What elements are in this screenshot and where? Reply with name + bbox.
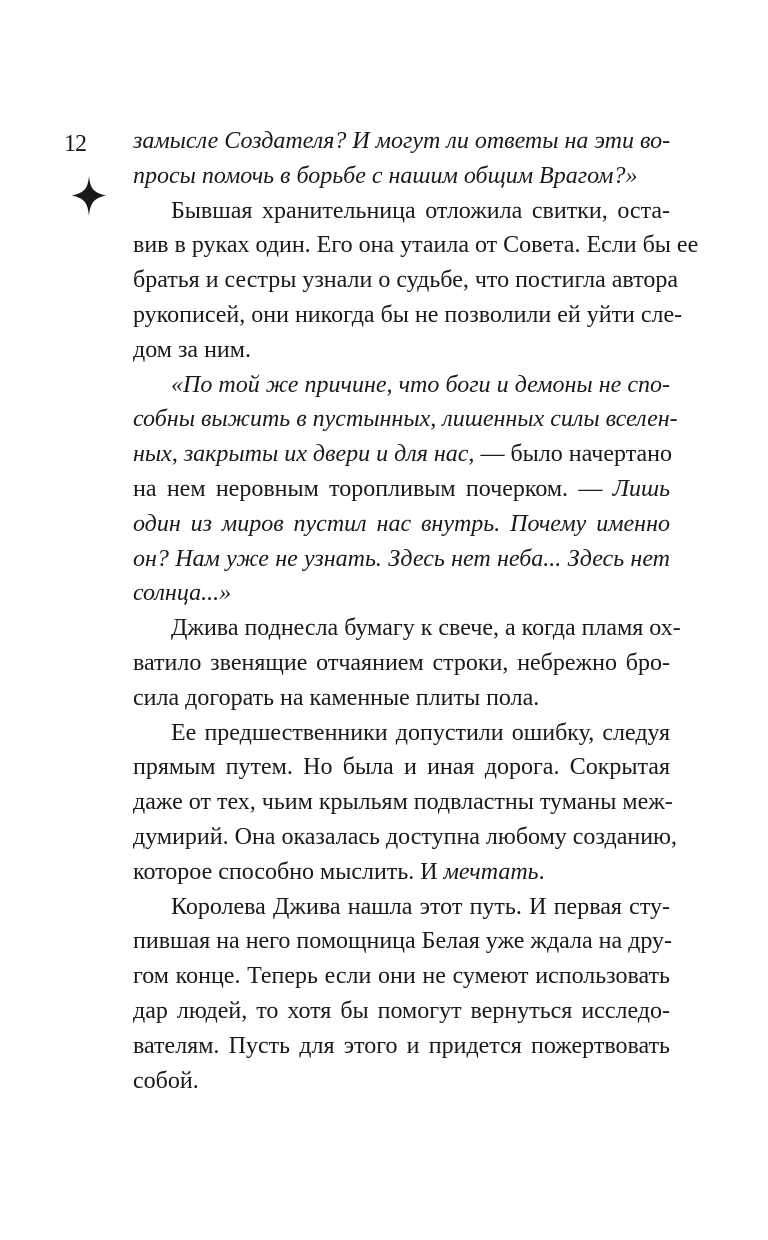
text-segment: «По той же причине, что боги и демоны не спо- [171,371,670,398]
text-line [133,402,678,437]
text-segment: которое способно мыслить. И [133,858,444,885]
text-segment: дом за ним. [133,336,251,363]
text-line [133,646,670,681]
text-line [133,576,670,611]
text-segment: просы помочь в борьбе с нашим общим Врагом?» [133,162,638,189]
text-line [133,890,670,925]
text-line [133,716,670,751]
text-line [133,750,670,785]
text-line [133,1029,670,1064]
text-line [133,611,681,646]
text-segment: он? Нам уже не узнать. Здесь нет неба... Здесь нет [133,545,670,572]
text-line [133,159,670,194]
text-segment: Джива поднесла бумагу к свече, а когда пламя ох- [171,615,681,642]
text-segment: прямым путем. Но была и иная дорога. Сокрытая [133,754,670,781]
body-text [133,124,699,1098]
text-line [133,681,670,716]
text-segment: замысле Создателя? И могут ли ответы на эти во- [133,128,671,154]
text-line [133,437,670,472]
page-number: 12 [64,131,86,157]
text-line [133,228,699,263]
text-line [133,820,677,855]
text-line [133,263,678,298]
text-segment: братья и сестры узнали о судьбе, что постигла автора [133,267,678,294]
text-segment: собны выжить в пустынных, лишенных силы вселен- [133,406,678,433]
text-segment: Королева Джива нашла этот путь. И первая сту- [171,893,670,920]
text-segment: на нем неровным торопливым почерком. — [133,475,613,502]
text-line [133,368,670,403]
text-segment: рукописей, они никогда бы не позволили ей уйти сле- [133,301,683,328]
text-line [133,855,670,890]
text-segment: пившая на него помощница Белая уже ждала на дру- [133,928,673,955]
text-segment: вателям. Пусть для этого и придется пожертвовать [133,1032,670,1059]
text-segment: — было начертано [474,441,672,468]
text-line [133,472,670,507]
text-segment: мечтать [443,858,539,885]
text-line [133,1064,670,1099]
text-line [133,785,673,820]
text-segment: ватило звенящие отчаянием строки, небрежно бро- [133,649,670,676]
text-line [133,298,683,333]
text-segment: сила догорать на каменные плиты пола. [133,684,540,711]
text-segment: ных, закрыты их двери и для нас, [133,441,475,468]
text-segment: собой. [133,1067,199,1094]
text-line [133,542,670,577]
text-segment: Бывшая хранительница отложила свитки, оста- [171,197,670,224]
text-segment: солнца...» [133,580,232,607]
text-segment: . [538,858,545,885]
text-segment: вив в руках один. Его она утаила от Совета. Если бы ее [133,232,699,259]
text-line [133,333,670,368]
text-line [133,994,670,1029]
text-segment: Ее предшественники допустили ошибку, следуя [171,719,670,746]
text-line [133,194,670,229]
text-segment: Лишь [612,475,670,502]
text-segment: один из миров пустил нас внутрь. Почему именно [133,510,670,537]
text-segment: гом конце. Теперь если они не сумеют использовать [133,963,670,990]
text-segment: дар людей, то хотя бы помогут вернуться исследо- [133,997,670,1024]
text-line [133,507,670,542]
text-line [133,924,673,959]
four-point-star-icon [72,176,106,216]
text-line [133,959,670,994]
text-segment: думирий. Она оказалась доступна любому созданию, [133,823,677,850]
text-line [133,124,670,159]
text-segment: даже от тех, чьим крыльям подвластны туманы меж- [133,789,673,816]
